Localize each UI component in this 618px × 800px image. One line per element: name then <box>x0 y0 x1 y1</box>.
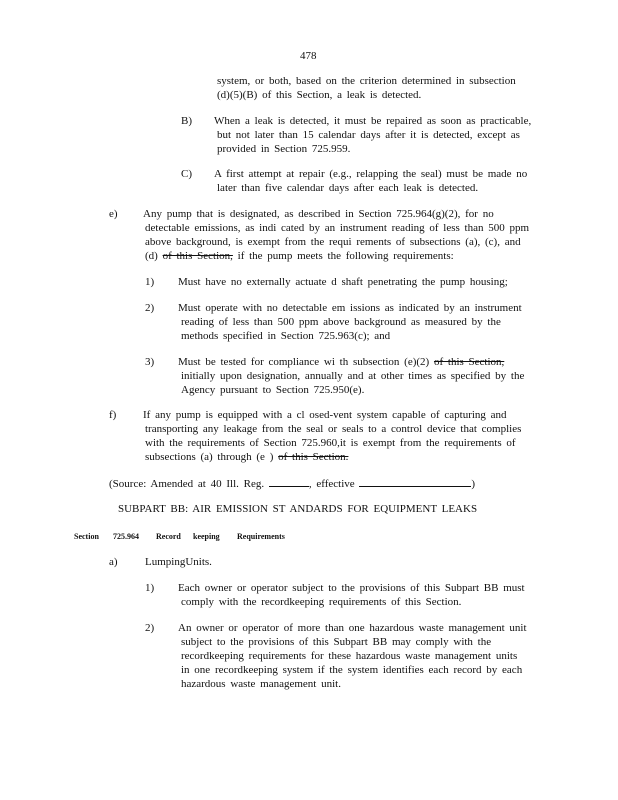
item-f-line-3: with the requirements of Section 725.960,it is exempt from the requirements of <box>145 437 516 449</box>
item-e-line-4-end: if the pump meets the following requirements: <box>232 250 454 262</box>
item-e3-line-2: initially upon designation, annually and at other times as specified by the <box>181 370 525 382</box>
item-a2-line-4: in one recordkeeping system if the system identifies each record by each <box>181 664 523 676</box>
item-e3-label: 3) <box>145 356 155 368</box>
source-note <box>109 476 475 491</box>
section-heading-word: Section <box>74 532 99 541</box>
section-heading-title-1: Record <box>156 532 181 541</box>
source-note-end: ) <box>471 478 476 490</box>
item-e2-line-2: reading of less than 500 ppm above background as measured by the <box>181 316 501 328</box>
item-e2-line-3: methods specified in Section 725.963(c); and <box>181 330 391 342</box>
item-c-label: C) <box>181 168 192 180</box>
subpart-heading: SUBPART BB: AIR EMISSION ST ANDARDS FOR EQUIPMENT LEAKS <box>118 503 478 515</box>
item-b-label: B) <box>181 115 192 127</box>
struck-text: of this Section. <box>278 451 349 463</box>
item-e1-line-1: Must have no externally actuate d shaft penetrating the pump housing; <box>178 276 508 288</box>
item-e3-line-1-start: Must be tested for compliance wi th subsection (e)(2) <box>178 356 434 368</box>
effective-date-blank <box>359 476 471 487</box>
item-f-line-1: If any pump is equipped with a cl osed-vent system capable of capturing and <box>143 409 507 421</box>
item-e-line-2: detectable emissions, as indi cated by an instrument reading of less than 500 ppm <box>145 222 530 234</box>
item-a2-line-1: An owner or operator of more than one hazardous waste management unit <box>178 622 527 634</box>
date-blank <box>269 476 309 487</box>
item-e2-label: 2) <box>145 302 155 314</box>
item-a-text: LumpingUnits. <box>145 556 212 568</box>
item-f-line-2: transporting any leakage from the seal or seals to a control device that complies <box>145 423 522 435</box>
item-e-line-3: above background, is exempt from the requi rements of subsections (a), (c), and <box>145 236 521 248</box>
continuation-line-1: system, or both, based on the criterion determined in subsection <box>217 75 516 87</box>
item-b-line-2: but not later than 15 calendar days after it is detected, except as <box>217 129 520 141</box>
item-b-line-1: When a leak is detected, it must be repaired as soon as practicable, <box>214 115 532 127</box>
item-f-line-4-start: subsections (a) through (e ) <box>145 451 279 463</box>
item-a2-line-5: hazardous waste management unit. <box>181 678 341 690</box>
item-e-line-4 <box>145 249 454 263</box>
item-a1-line-2: comply with the recordkeeping requirements of this Section. <box>181 596 462 608</box>
item-e3-line-3: Agency pursuant to Section 725.950(e). <box>181 384 365 396</box>
item-e-line-4-start: (d) <box>145 250 163 262</box>
item-a2-line-3: recordkeeping requirements for these hazardous waste management units <box>181 650 518 662</box>
item-e1-label: 1) <box>145 276 155 288</box>
item-f-line-4 <box>145 450 348 464</box>
item-b-line-3: provided in Section 725.959. <box>217 143 351 155</box>
page-number: 478 <box>300 50 317 62</box>
continuation-line-2: (d)(5)(B) of this Section, a leak is detected. <box>217 89 422 101</box>
section-heading-title-3: Requirements <box>237 532 285 541</box>
item-f-label: f) <box>109 409 117 421</box>
item-e-label: e) <box>109 208 118 220</box>
item-a2-line-2: subject to the provisions of this Subpart BB may comply with the <box>181 636 492 648</box>
item-a-label: a) <box>109 556 118 568</box>
item-c-line-1: A first attempt at repair (e.g., relapping the seal) must be made no <box>214 168 528 180</box>
item-e2-line-1: Must operate with no detectable em issions as indicated by an instrument <box>178 302 522 314</box>
struck-text: of this Section, <box>433 356 505 368</box>
item-c-line-2: later than five calendar days after each leak is detected. <box>217 182 479 194</box>
item-e-line-1: Any pump that is designated, as described in Section 725.964(g)(2), for no <box>143 208 494 220</box>
struck-text: of this Section, <box>162 250 233 262</box>
item-a1-line-1: Each owner or operator subject to the provisions of this Subpart BB must <box>178 582 525 594</box>
section-heading-title-2: keeping <box>193 532 220 541</box>
item-a2-label: 2) <box>145 622 155 634</box>
source-note-start: (Source: Amended at 40 Ill. Reg. <box>109 478 265 490</box>
item-a1-label: 1) <box>145 582 155 594</box>
source-note-effective: , effective <box>308 478 355 490</box>
section-heading-number: 725.964 <box>113 532 139 541</box>
item-e3-line-1 <box>178 355 504 369</box>
